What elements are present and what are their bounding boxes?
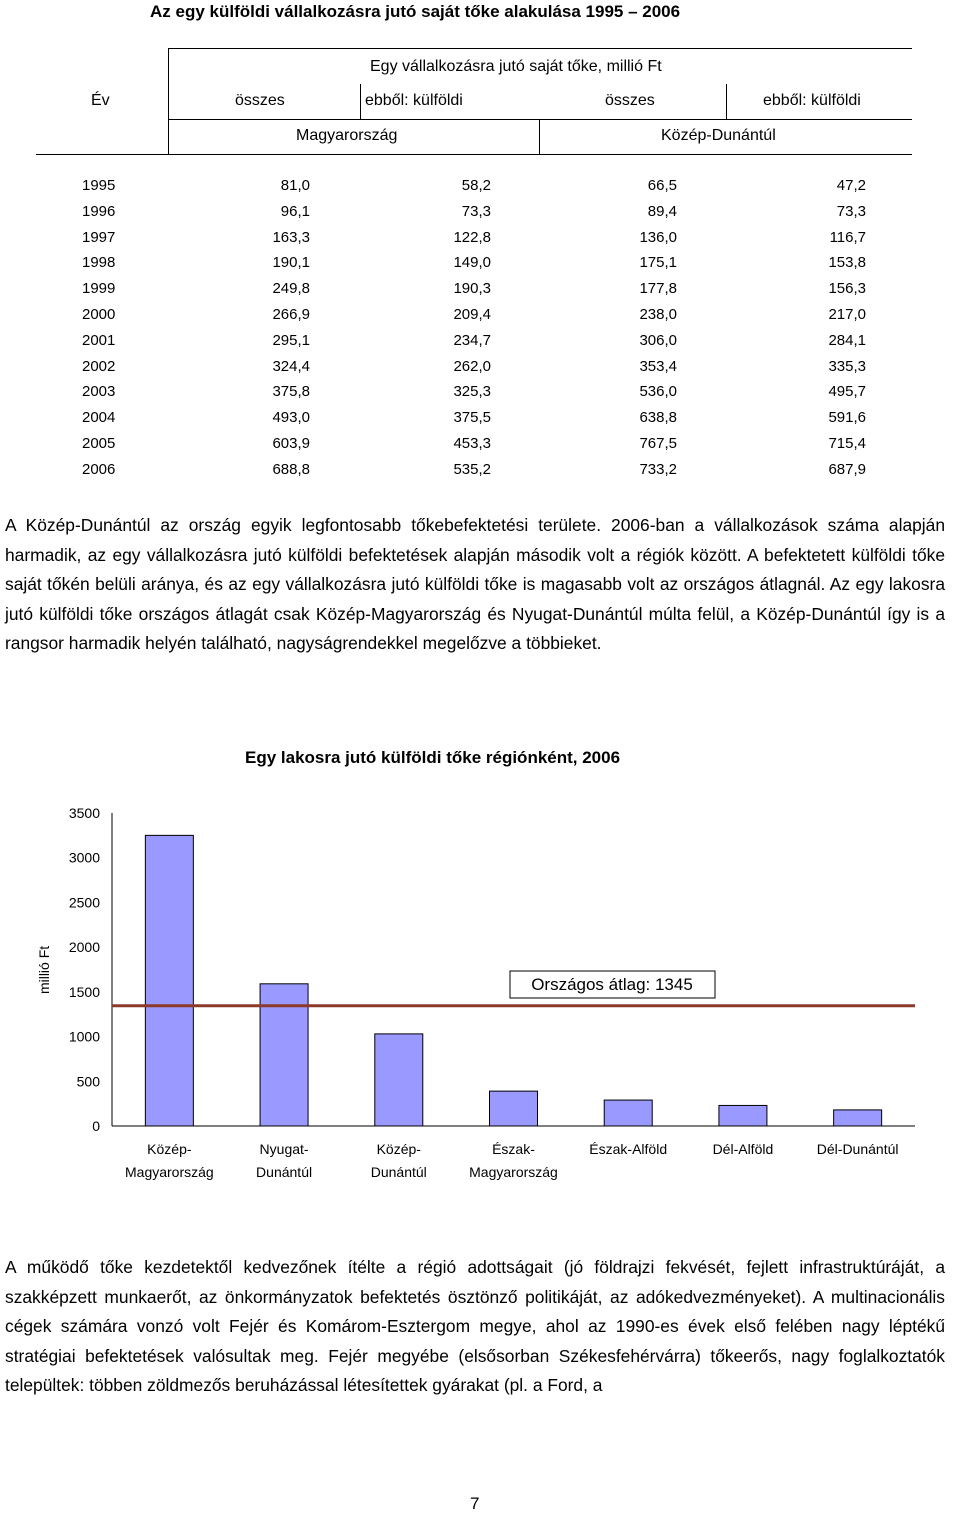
table-cell-value: 495,7 xyxy=(828,383,866,401)
paragraph-intro: A Közép-Dunántúl az ország egyik legfontosabb tőkebefektetési területe. 2006-ban a vállalkozások száma alapján harmadik, az egy vállalkozásra jutó külföldi befektetések alapján második volt a régiók között. A befektetett külföldi tőke saját tőkén belüli aránya, és az egy vállalkozásra jutó külföldi tőke is magasabb volt az országos átlagnál. Az egy lakosra jutó külföldi tőke országos átlagát csak Közép-Magyarország és Nyugat-Dunántúl múlta felül, a Közép-Dunántúl így is a rangsor harmadik helyén található, nagyságrendekkel megelőzve a többieket. xyxy=(5,515,945,654)
table-cell-value: 116,7 xyxy=(829,228,866,246)
table-cell-value: 81,0 xyxy=(280,177,310,194)
table-mid-rule xyxy=(168,119,912,120)
table-cell-value: 335,3 xyxy=(828,357,866,375)
table-cell-value: 493,0 xyxy=(272,409,310,427)
page-number: 7 xyxy=(470,1494,480,1513)
table-region-divider xyxy=(539,119,540,155)
table-cell-value: 375,5 xyxy=(453,409,491,427)
table-cell-value: 47,2 xyxy=(836,177,866,194)
col-kd-foreign-header: ebből: külföldi xyxy=(763,92,861,109)
y-tick-label: 0 xyxy=(92,1118,100,1134)
table-cell-value: 175,1 xyxy=(639,254,677,272)
table-cell-value: 733,2 xyxy=(639,460,677,478)
bar xyxy=(490,1091,538,1126)
table-col-divider xyxy=(726,84,727,119)
y-tick-label: 3500 xyxy=(68,805,100,821)
table-cell-value: 295,1 xyxy=(272,331,310,349)
table-cell-value: 136,0 xyxy=(639,228,677,246)
table-cell-value: 535,2 xyxy=(453,460,491,478)
table-cell-value: 66,5 xyxy=(647,177,677,194)
table-cell-value: 156,3 xyxy=(828,280,866,298)
table-cell-value: 687,9 xyxy=(828,460,866,478)
table-cell-value: 73,3 xyxy=(461,202,491,220)
region-header-hungary: Magyarország xyxy=(296,127,398,144)
table-cell-year: 1997 xyxy=(82,228,116,246)
table-cell-value: 177,8 xyxy=(639,280,677,298)
table-cell-year: 1998 xyxy=(82,254,116,272)
col-year-header: Év xyxy=(91,92,110,109)
table-cell-value: 325,3 xyxy=(453,383,491,401)
table-cell-value: 217,0 xyxy=(828,306,866,323)
table-cell-value: 715,4 xyxy=(828,435,866,452)
y-axis-label: millió Ft xyxy=(36,945,52,995)
table-cell-value: 238,0 xyxy=(639,306,677,323)
table-cell-value: 306,0 xyxy=(639,331,677,349)
table-cell-year: 2000 xyxy=(82,306,116,323)
table-cell-year: 2003 xyxy=(82,383,116,401)
table-cell-value: 96,1 xyxy=(280,202,310,220)
table-cell-year: 2005 xyxy=(82,435,116,452)
table-cell-value: 153,8 xyxy=(828,254,866,272)
table-year-divider xyxy=(168,48,169,155)
table-cell-value: 453,3 xyxy=(453,435,491,452)
y-tick-label: 2500 xyxy=(68,894,100,911)
table-cell-value: 89,4 xyxy=(647,202,677,220)
col-hu-foreign-header: ebből: külföldi xyxy=(365,92,463,109)
x-tick-label: Dél-Alföld xyxy=(712,1141,774,1157)
table-cell-value: 353,4 xyxy=(639,357,677,375)
table-cell-value: 163,3 xyxy=(272,228,310,246)
table-cell-year: 2004 xyxy=(82,409,116,427)
y-tick-label: 500 xyxy=(76,1073,100,1090)
table-cell-value: 73,3 xyxy=(836,202,866,220)
col-hu-total-header: összes xyxy=(235,92,285,109)
table-cell-value: 122,8 xyxy=(453,228,491,246)
table-cell-value: 688,8 xyxy=(272,460,310,478)
table-cell-value: 591,6 xyxy=(828,409,866,427)
table-cell-value: 262,0 xyxy=(453,357,491,375)
table-cell-value: 375,8 xyxy=(272,383,310,401)
y-tick-label: 2000 xyxy=(68,939,100,956)
y-tick-label: 1000 xyxy=(68,1028,100,1045)
table-cell-value: 536,0 xyxy=(639,383,677,401)
x-tick-label: Dunántúl xyxy=(256,1164,313,1180)
table-top-rule xyxy=(168,48,912,49)
x-tick-label: Nyugat- xyxy=(259,1141,309,1157)
x-tick-label: Közép- xyxy=(147,1141,192,1157)
bar xyxy=(604,1100,652,1126)
average-label-text: Országos átlag: 1345 xyxy=(531,975,693,994)
bar-chart xyxy=(0,795,960,1235)
x-tick-label: Magyarország xyxy=(125,1164,214,1180)
bar xyxy=(834,1110,882,1126)
x-tick-label: Közép- xyxy=(376,1141,421,1157)
table-header-bottom-rule xyxy=(36,154,912,155)
table-cell-year: 2006 xyxy=(82,460,116,478)
col-kd-total-header: összes xyxy=(605,92,655,109)
table-cell-value: 209,4 xyxy=(453,306,491,323)
document-title: Az egy külföldi vállalkozásra jutó saját tőke alakulása 1995 – 2006 xyxy=(150,2,681,21)
table-cell-value: 603,9 xyxy=(272,435,310,452)
table-cell-value: 58,2 xyxy=(461,177,491,194)
y-tick-label: 1500 xyxy=(68,983,100,1000)
table-cell-value: 149,0 xyxy=(453,254,491,272)
paragraph-body: A működő tőke kezdetektől kedvezőnek ítélte a régió adottságait (jó földrajzi fekvését, fejlett infrastruktúráját, a szakképzett munkaerőt, az önkormányzatok befektetés ösztönző politikáját, az adókedvezményeket). A multinacionális cégek számára vonzó volt Fejér és Komárom-Esztergom megye, ahol az 1990-es évek első felében nagy léptékű stratégiai befektetések valósultak meg. Fejér megyébe (elsősorban Székesfehérvárra) tőkeerős, nagy foglalkoztatók települtek: többen zöldmezős beruházással létesítettek gyárakat (pl. a Ford, a xyxy=(5,1257,945,1396)
y-tick-label: 3000 xyxy=(68,849,100,866)
table-cell-value: 638,8 xyxy=(639,409,677,427)
bar xyxy=(375,1034,423,1126)
table-col-divider xyxy=(360,84,361,119)
table-cell-value: 767,5 xyxy=(639,435,677,452)
table-cell-value: 266,9 xyxy=(272,306,310,323)
x-tick-label: Dél-Dunántúl xyxy=(816,1141,899,1157)
table-cell-year: 1999 xyxy=(82,280,116,298)
table-cell-value: 324,4 xyxy=(272,357,310,375)
table-cell-value: 249,8 xyxy=(272,280,310,298)
x-tick-label: Magyarország xyxy=(469,1164,558,1180)
x-tick-label: Dunántúl xyxy=(370,1164,427,1180)
table-cell-value: 234,7 xyxy=(453,331,491,349)
x-tick-label: Észak-Alföld xyxy=(589,1141,668,1157)
table-cell-value: 190,1 xyxy=(272,254,310,272)
table-group-header: Egy vállalkozásra jutó saját tőke, millió Ft xyxy=(370,58,662,75)
table-cell-year: 2002 xyxy=(82,357,116,375)
bar xyxy=(145,835,193,1126)
table-cell-year: 1995 xyxy=(82,177,116,194)
table-cell-value: 284,1 xyxy=(828,331,866,349)
table-cell-value: 190,3 xyxy=(453,280,491,298)
table-cell-year: 1996 xyxy=(82,202,116,220)
table-cell-year: 2001 xyxy=(82,331,116,349)
region-header-kozep-dunantul: Közép-Dunántúl xyxy=(661,127,776,144)
chart-title: Egy lakosra jutó külföldi tőke régiónként, 2006 xyxy=(245,748,621,767)
x-tick-label: Észak- xyxy=(492,1141,535,1157)
bar xyxy=(719,1105,767,1126)
